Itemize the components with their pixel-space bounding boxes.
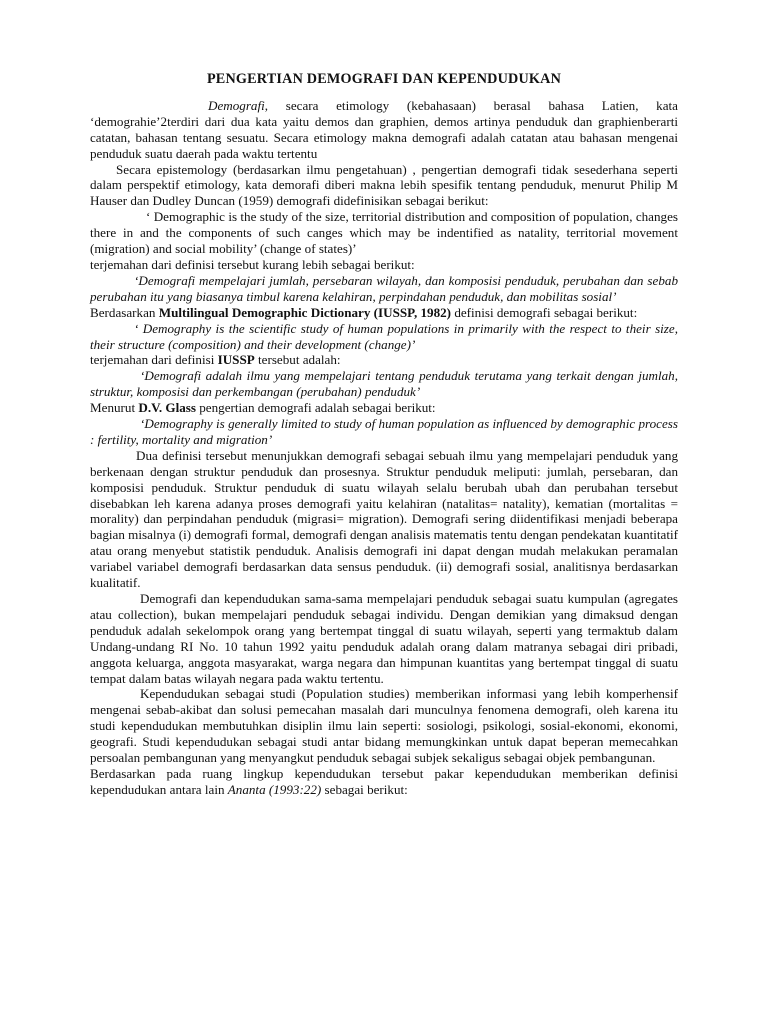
- paragraph-glass-intro: [90, 400, 678, 416]
- glass-intro-post: pengertian demografi adalah sebagai berikut:: [195, 400, 436, 416]
- paragraph-iussp-intro: [90, 305, 678, 321]
- ananta-intro-pre: Berdasarkan pada ruang lingkup kependudukan tersebut pakar kependudukan memberikan definisi kependudukan antara lain: [90, 765, 678, 797]
- quote-hauser-duncan: ‘ Demographic is the study of the size, territorial distribution and composition of population, changes there in and the components of such canges which may be indentified as natality, territorial movement (migration) and social mobility’ (change of states)’: [90, 209, 678, 257]
- term-demografi: Demografi: [208, 97, 265, 113]
- paragraph-etymology-text: , secara etimology (kebahasaan) berasal bahasa Latien, kata ‘demograhie’2terdiri dari dua kata yaitu demos dan graphien, demos artinya penduduk dan graphienberarti catatan, bahasan tentang sesuatu. Secara etimology makna demografi adalah catatan atau bahasan mengenai penduduk suatu daerah pada waktu tertentu: [90, 97, 678, 161]
- quote-iussp: ‘ Demography is the scientific study of human populations in primarily with the respect to their size, their structure (composition) and their development (change)’: [90, 320, 678, 352]
- iussp-abbrev: IUSSP: [217, 352, 255, 368]
- iussp-intro-pre: Berdasarkan: [90, 304, 159, 320]
- paragraph-etymology: [90, 98, 678, 162]
- glass-name: D.V. Glass: [138, 400, 196, 416]
- paragraph-epistemology: Secara epistemology (berdasarkan ilmu pengetahuan) , pengertian demografi tidak sesederhana seperti dalam perspektif etimology, kata demorafi diberi makna lebih spesifik tentang penduduk, menurut Philip M Hauser dan Dudley Duncan (1959) demografi didefinisikan sebagai berikut:: [90, 161, 678, 209]
- translation-quote-1: ‘Demografi mempelajari jumlah, persebaran wilayah, dan komposisi penduduk, perubahan dan sebab perubahan itu yang biasanya timbul karena kelahiran, perpindahan penduduk, dan mobilitas sosial’: [90, 272, 678, 304]
- paragraph-population-studies: Kependudukan sebagai studi (Population studies) memberikan informasi yang lebih komperhensif mengenai sebab-akibat dan solusi pemecahan masalah dari munculnya fenomena demografi, oleh karena itu studi kependudukan membutuhkan disiplin ilmu lain seperti: sosiologi, psikologi, sosial-ekonomi, ekonomi, geografi. Studi kependudukan sebagai studi antar bidang memungkinkan untuk dapat beperan memecahkan persoalan pembangunan yang menyangkut penduduk sebagai subjek sekaligus sebagai objek pembangunan.: [90, 686, 678, 766]
- iussp-source: Multilingual Demographic Dictionary (IUSSP, 1982): [158, 304, 452, 320]
- iussp-intro-post: definisi demografi sebagai berikut:: [451, 304, 638, 320]
- document-page: [90, 72, 678, 798]
- translation-intro-2: [90, 352, 678, 368]
- translation-intro-1: terjemahan dari definisi tersebut kurang lebih sebagai berikut:: [90, 256, 415, 272]
- translation-intro-2-post: tersebut adalah:: [254, 352, 341, 368]
- paragraph-demography-population: Demografi dan kependudukan sama-sama mempelajari penduduk sebagai suatu kumpulan (agregates atau collection), bukan mempelajari penduduk sebagai individu. Dengan demikian yang dimaksud dengan penduduk adalah sekelompok orang yang bertempat tinggal di suatu wilayah, seperti yang termaktub dalam Undang-undang RI No. 10 tahun 1992 yaitu penduduk adalah orang dalam matranya sebagai diri pribadi, anggota keluarga, anggota masyarakat, warga negara dan himpunan kuantitas yang bertempat tinggal di suatu tempat dalam batas wilayah negara pada waktu tertentu.: [90, 591, 678, 686]
- translation-intro-2-pre: terjemahan dari definisi: [90, 352, 218, 368]
- glass-intro-pre: Menurut: [90, 400, 139, 416]
- paragraph-ananta-intro: [90, 766, 678, 798]
- document-title: PENGERTIAN DEMOGRAFI DAN KEPENDUDUKAN: [206, 71, 562, 87]
- ananta-intro-post: sebagai berikut:: [321, 781, 408, 797]
- paragraph-two-definitions: Dua definisi tersebut menunjukkan demografi sebagai sebuah ilmu yang mempelajari penduduk yang berkenaan dengan struktur penduduk dan prosesnya. Struktur penduduk meliputi: jumlah, persebaran, dan komposisi penduduk. Struktur penduduk di suatu wilayah selalu berubah ubah dan perubahan tersebut disebabkan leh karena adanya proses demografi yaitu kelahiran (natalitas= natality), kematian (mortalitas = morality) dan perpindahan penduduk (migrasi= migration). Demografi sering diidentifikasi menjadi beberapa bagian misalnya (i) demografi formal, demografi dengan analisis matematis tentu dengan pendekatan kuantitatif atau orang menyebut statistik penduduk. Analisis demografi ini dapat dengan mudah melakukan peramalan variabel variabel demografi berdasarkan data sensus penduduk. (ii) demografi sosial, analitisnya berdasarkan kualitatif.: [90, 447, 678, 591]
- ananta-citation: Ananta (1993:22): [227, 781, 322, 797]
- translation-quote-2: ‘Demografi adalah ilmu yang mempelajari tentang penduduk terutama yang terkait dengan jumlah, struktur, komposisi dan perkembangan (perubahan) penduduk’: [90, 368, 678, 400]
- quote-glass: ‘Demography is generally limited to study of human population as influenced by demographic process : fertility, mortality and migration’: [90, 416, 678, 447]
